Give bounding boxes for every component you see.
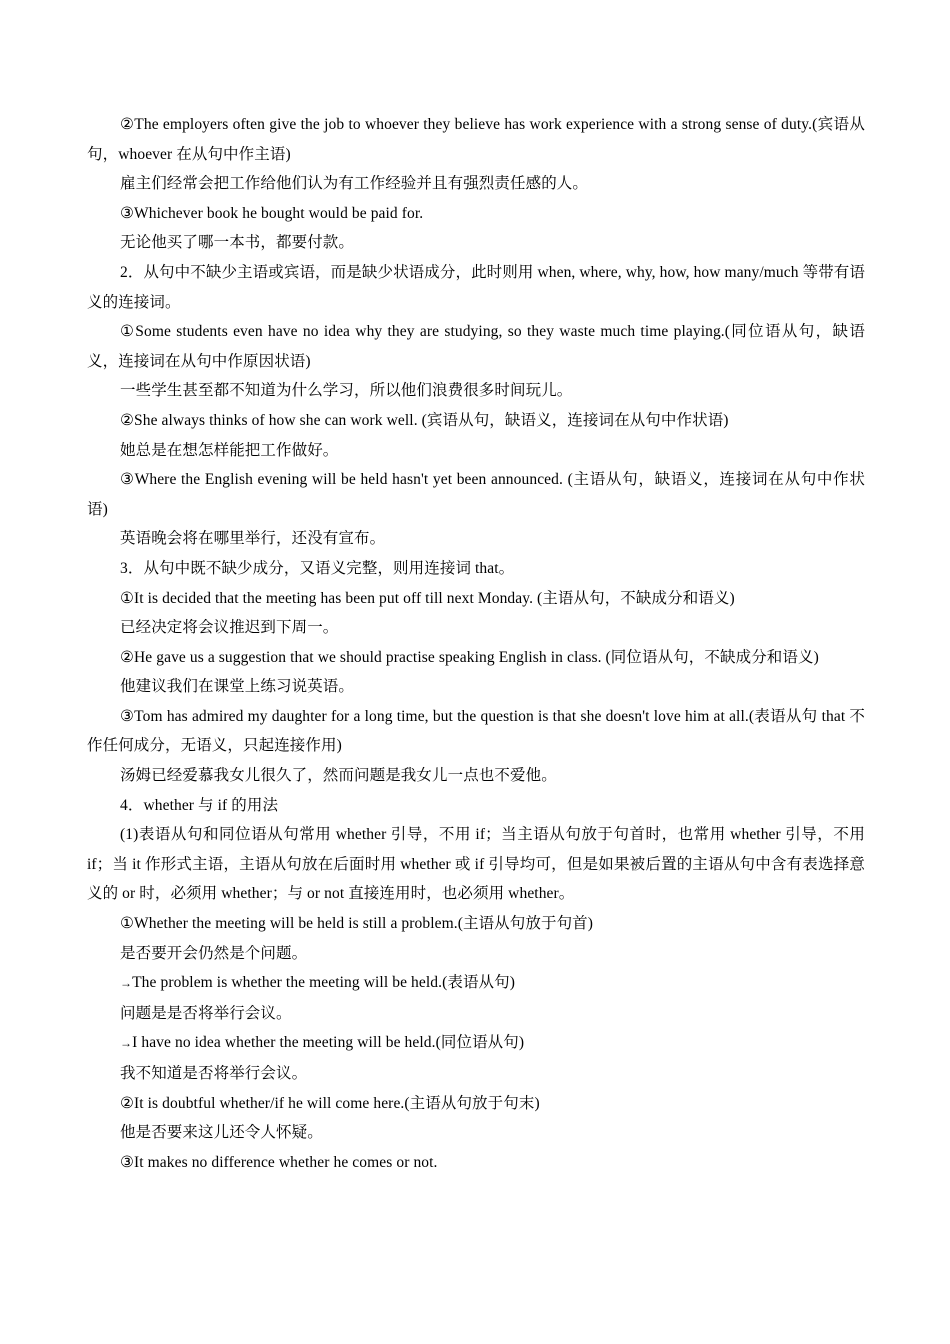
paragraph: 他是否要来这儿还令人怀疑。 — [120, 1124, 323, 1142]
paragraph: 英语晚会将在哪里举行，还没有宣布。 — [120, 530, 386, 548]
arrow-icon: → — [120, 1036, 133, 1051]
document-body — [87, 110, 865, 1177]
paragraph: ③Whichever book he bought would be paid for. — [120, 204, 424, 222]
paragraph: ③It makes no difference whether he comes or not. — [120, 1153, 438, 1171]
paragraph: 是否要开会仍然是个问题。 — [120, 944, 308, 962]
paragraph: 汤姆已经爱慕我女儿很久了，然而问题是我女儿一点也不爱他。 — [120, 767, 557, 785]
section-heading: 4．whether 与 if 的用法 — [120, 796, 279, 814]
paragraph: 雇主们经常会把工作给他们认为有工作经验并且有强烈责任感的人。 — [120, 175, 589, 193]
paragraph: ③Tom has admired my daughter for a long time, but the question is that she doesn't love him at all.(表语从句 that 不作任何成分，无语义，只起连接作用) — [87, 707, 865, 755]
arrow-paragraph-text: The problem is whether the meeting will be held.(表语从句) — [132, 974, 516, 992]
section-heading: 3．从句中既不缺少成分，又语义完整，则用连接词 that。 — [120, 559, 515, 577]
paragraph: ②He gave us a suggestion that we should practise speaking English in class. (同位语从句，不缺成分和语义) — [120, 648, 819, 666]
paragraph: ②The employers often give the job to whoever they believe has work experience with a strong sense of duty.(宾语从句，whoever 在从句中作主语) — [87, 116, 865, 163]
arrow-paragraph-text: I have no idea whether the meeting will be held.(同位语从句) — [132, 1034, 525, 1052]
paragraph: ①Whether the meeting will be held is still a problem.(主语从句放于句首) — [120, 915, 594, 933]
paragraph: 我不知道是否将举行会议。 — [120, 1065, 308, 1082]
paragraph: (1)表语从句和同位语从句常用 whether 引导，不用 if；当主语从句放于句首时，也常用 whether 引导，不用 if；当 it 作形式主语，主语从句放在后面时用 whether 或 if 引导均可，但是如果被后置的主语从句中含有表选择意义的 or 时，必须用 whether；与 or not 直接连用时，也必须用 whether。 — [87, 826, 865, 903]
section-heading: 2．从句中不缺少主语或宾语，而是缺少状语成分，此时则用 when, where, why, how, how many/much 等带有语义的连接词。 — [87, 263, 865, 311]
paragraph: 他建议我们在课堂上练习说英语。 — [120, 678, 355, 696]
paragraph: ③Where the English evening will be held hasn't yet been announced. (主语从句，缺语义，连接词在从句中作状语) — [87, 471, 865, 518]
paragraph: ②She always thinks of how she can work well. (宾语从句，缺语义，连接词在从句中作状语) — [120, 411, 729, 429]
arrow-paragraph — [87, 968, 865, 999]
paragraph: ②It is doubtful whether/if he will come here.(主语从句放于句末) — [120, 1094, 540, 1112]
paragraph: 已经决定将会议推迟到下周一。 — [120, 619, 339, 637]
arrow-paragraph — [87, 1028, 865, 1059]
paragraph: 她总是在想怎样能把工作做好。 — [120, 441, 339, 459]
paragraph: 问题是是否将举行会议。 — [120, 1004, 292, 1022]
arrow-icon: → — [120, 976, 133, 991]
paragraph: ①It is decided that the meeting has been put off till next Monday. (主语从句，不缺成分和语义) — [120, 589, 735, 607]
paragraph: ①Some students even have no idea why they are studying, so they waste much time playing.(同位语从句，缺语义，连接词在从句中作原因状语) — [87, 323, 865, 370]
paragraph: 一些学生甚至都不知道为什么学习，所以他们浪费很多时间玩儿。 — [120, 382, 573, 400]
paragraph: 无论他买了哪一本书，都要付款。 — [120, 234, 355, 252]
